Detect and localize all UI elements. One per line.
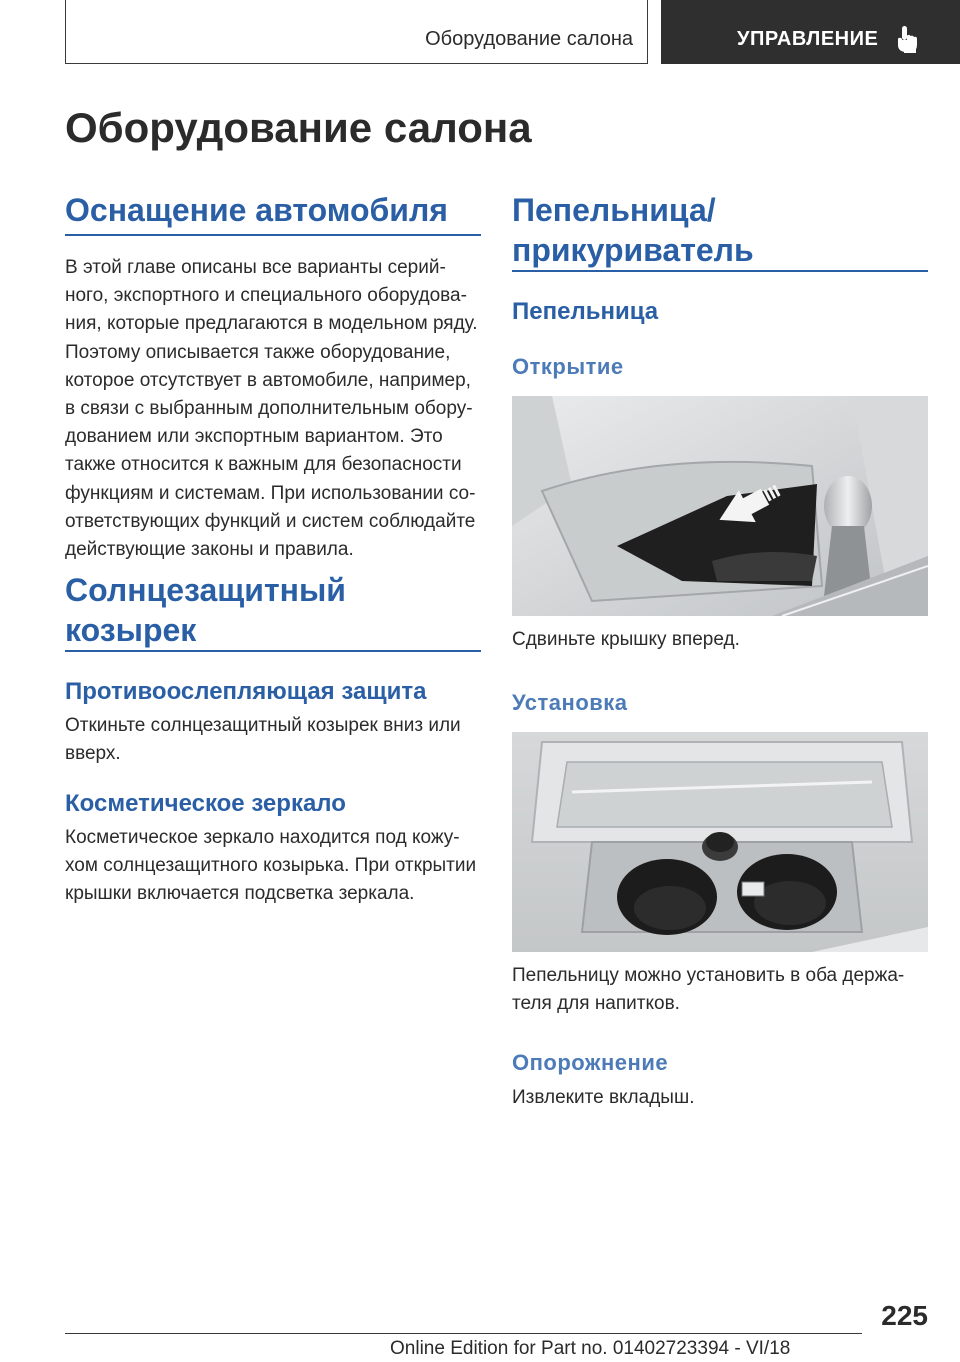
header-chapter-title: УПРАВЛЕНИЕ xyxy=(737,28,879,50)
heading-line: козырек xyxy=(65,612,197,648)
body-line: Поэтому описывается также оборудование, xyxy=(65,341,451,363)
header-section-box xyxy=(65,0,648,64)
ashtray-lighter-heading xyxy=(512,190,754,270)
footer-rule xyxy=(65,1333,862,1334)
body-line: функциям и системам. При использовании со- xyxy=(65,482,476,504)
ashtray-lighter-heading-rule xyxy=(512,270,928,272)
header-chapter-box xyxy=(661,0,960,64)
body-line: дованием или экспортным вариантом. Это xyxy=(65,426,443,448)
emptying-heading: Опорожнение xyxy=(512,1050,669,1075)
body-line: В этой главе описаны все варианты серий- xyxy=(65,257,446,278)
heading-line: Пепельница/ xyxy=(512,192,716,228)
body-line: Пепельницу можно установить в оба держа- xyxy=(512,965,905,986)
sun-visor-heading xyxy=(65,570,346,650)
installing-caption xyxy=(512,962,904,1018)
body-line: теля для напитков. xyxy=(512,993,680,1015)
equipment-heading: Оснащение автомобиля xyxy=(65,192,448,228)
installing-heading: Установка xyxy=(512,690,628,715)
body-line: которое отсутствует в автомобиле, например, xyxy=(65,369,471,391)
body-line: хом солнцезащитного козырька. При открытии xyxy=(65,855,477,877)
body-line: действующие законы и правила. xyxy=(65,539,354,561)
header-section-title: Оборудование салона xyxy=(425,28,633,50)
heading-line: Солнцезащитный xyxy=(65,572,346,608)
sun-visor-heading-rule xyxy=(65,650,481,652)
vanity-mirror-body xyxy=(65,824,476,909)
ashtray-opening-photo xyxy=(512,396,928,616)
equipment-body xyxy=(65,254,478,564)
body-line: вверх. xyxy=(65,743,121,765)
heading-line: прикуриватель xyxy=(512,232,754,268)
ashtray-installed-photo xyxy=(512,732,928,952)
emptying-body: Извлеките вкладыш. xyxy=(512,1087,695,1108)
vanity-mirror-heading: Косметическое зеркало xyxy=(65,790,346,817)
ashtray-heading: Пепельница xyxy=(512,298,659,325)
page-number: 225 xyxy=(881,1300,928,1331)
glare-protection-heading: Противоослепляющая защита xyxy=(65,678,427,705)
opening-heading: Открытие xyxy=(512,354,624,379)
body-line: также относится к важным для безопасности xyxy=(65,454,462,476)
body-line: ния, которые предлагаются в модельном ряду. xyxy=(65,313,478,335)
footer-edition: Online Edition for Part no. 01402723394 - VI/18 xyxy=(390,1338,791,1359)
page-title: Оборудование салона xyxy=(65,104,532,151)
body-line: Откиньте солнцезащитный козырек вниз или xyxy=(65,715,461,736)
opening-caption: Сдвиньте крышку вперед. xyxy=(512,629,740,650)
body-line: Косметическое зеркало находится под кожу- xyxy=(65,827,460,848)
glare-protection-body xyxy=(65,712,461,768)
hand-pointer-icon xyxy=(894,24,922,54)
body-line: ного, экспортного и специального оборудова- xyxy=(65,285,467,307)
body-line: ответствующих функций и систем соблюдайте xyxy=(65,510,476,532)
body-line: крышки включается подсветка зеркала. xyxy=(65,883,415,905)
body-line: в связи с выбранным дополнительным обору- xyxy=(65,398,473,420)
equipment-heading-rule xyxy=(65,234,481,236)
